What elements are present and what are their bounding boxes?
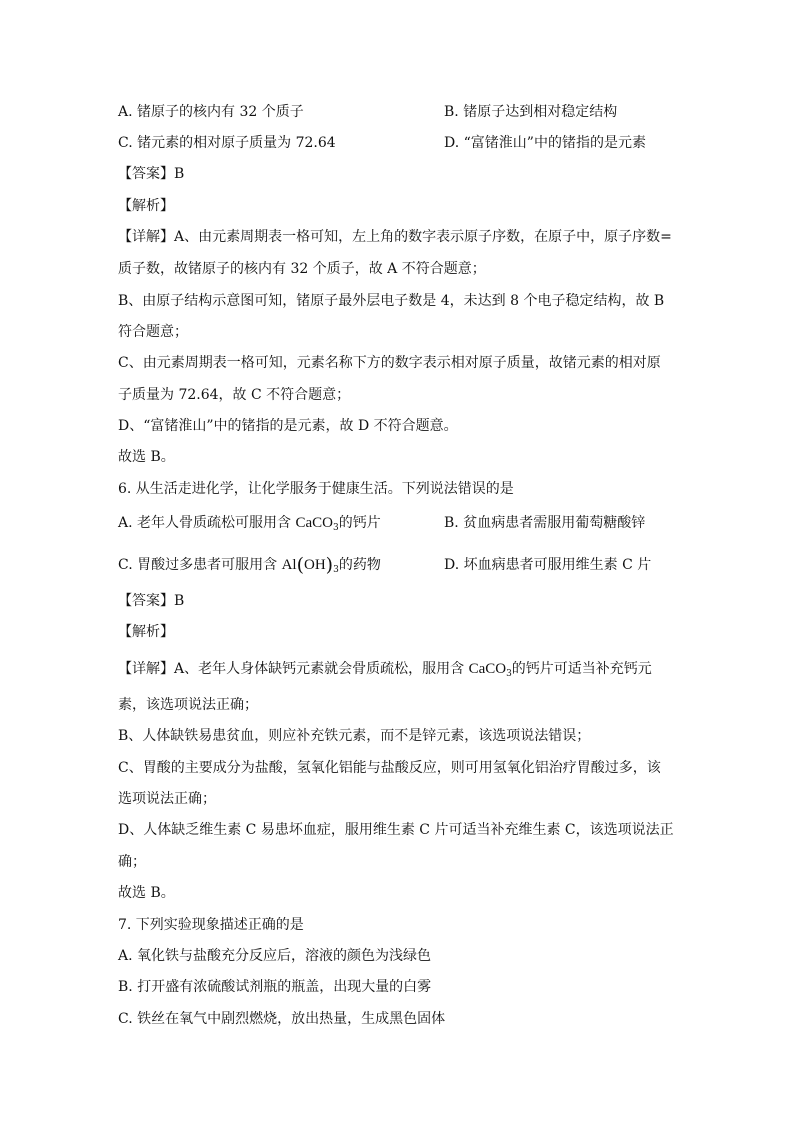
q5-option-c: C. 锗元素的相对原子质量为 72.64 <box>118 135 336 151</box>
q5-detail-line: 【详解】A、由元素周期表一格可知，左上角的数字表示原子序数，在原子中，原子序数= <box>118 229 672 245</box>
q6-option-a <box>118 514 381 537</box>
q6-option-d: D. 坏血病患者可服用维生素 C 片 <box>444 557 652 573</box>
q6-option-a-text: A. 老年人骨质疏松可服用含 <box>118 515 296 531</box>
q6-answer: 【答案】B <box>118 593 185 609</box>
formula-subscript: 3 <box>332 523 339 533</box>
q6-detail-text: 【详解】A、老年人身体缺钙元素就会骨质疏松，服用含 <box>118 661 469 677</box>
q7-option-a: A. 氧化铁与盐酸充分反应后，溶液的颜色为浅绿色 <box>118 948 432 964</box>
q6-option-c-text: C. 胃酸过多患者可服用含 <box>118 557 282 573</box>
caco3-formula: CaCO <box>468 661 507 677</box>
q6-detail-line: 素，该选项说法正确； <box>118 697 258 713</box>
q6-option-c-suffix: 的药物 <box>338 557 381 573</box>
q5-detail-line: 子质量为 72.64，故 C 不符合题意； <box>118 387 351 403</box>
caco3-formula: CaCO <box>295 515 333 531</box>
q7-option-b: B. 打开盛有浓硫酸试剂瓶的瓶盖，出现大量的白雾 <box>118 979 432 995</box>
q6-detail-line: B、人体缺铁易患贫血，则应补充铁元素，而不是锌元素，该选项说法错误； <box>118 728 591 744</box>
q5-analysis-heading: 【解析】 <box>118 198 174 214</box>
q5-option-b: B. 锗原子达到相对稳定结构 <box>444 104 618 120</box>
q7-stem: 7. 下列实验现象描述正确的是 <box>118 917 304 933</box>
formula-subscript: 3 <box>333 565 339 575</box>
q6-detail-line: D、人体缺乏维生素 C 易患坏血症，服用维生素 C 片可适当补充维生素 C，该选项说法正 <box>118 822 674 838</box>
q6-option-c <box>118 556 381 579</box>
q6-option-b: B. 贫血病患者需服用葡萄糖酸锌 <box>444 515 646 531</box>
q6-detail-line: 确； <box>118 854 146 870</box>
q5-detail-line: 符合题意； <box>118 324 188 340</box>
paren-close: ) <box>325 554 334 576</box>
q7-option-c: C. 铁丝在氧气中剧烈燃烧，放出热量，生成黑色固体 <box>118 1011 446 1027</box>
q5-detail-line: B、由原子结构示意图可知，锗原子最外层电子数是 4，未达到 8 个电子稳定结构，故 B <box>118 293 665 309</box>
aloh3-formula-al: Al <box>281 557 297 573</box>
q6-detail-line: C、胃酸的主要成分为盐酸，氢氧化铝能与盐酸反应，则可用氢氧化铝治疗胃酸过多，该 <box>118 760 661 776</box>
q6-detail-text-suffix: 的钙片可适当补充钙元 <box>511 661 652 677</box>
q5-option-d: D. “富锗淮山”中的锗指的是元素 <box>444 135 646 151</box>
q6-detail-line <box>118 660 652 683</box>
q6-option-a-suffix: 的钙片 <box>338 515 381 531</box>
q5-answer: 【答案】B <box>118 166 185 182</box>
q5-detail-line: 质子数，故锗原子的核内有 32 个质子，故 A 不符合题意； <box>118 261 486 277</box>
q5-detail-line: C、由元素周期表一格可知，元素名称下方的数字表示相对原子质量，故锗元素的相对原 <box>118 355 661 371</box>
formula-subscript: 3 <box>506 669 512 679</box>
q5-detail-line: D、“富锗淮山”中的锗指的是元素，故 D 不符合题意。 <box>118 418 458 434</box>
q6-conclusion: 故选 B。 <box>118 885 175 901</box>
q6-detail-line: 选项说法正确； <box>118 791 216 807</box>
q6-analysis-heading: 【解析】 <box>118 624 174 640</box>
q5-conclusion: 故选 B。 <box>118 449 175 465</box>
q5-option-a: A. 锗原子的核内有 32 个质子 <box>118 104 304 120</box>
aloh3-formula-oh: OH <box>304 557 326 573</box>
q6-stem: 6. 从生活走进化学，让化学服务于健康生活。下列说法错误的是 <box>118 481 514 497</box>
paren-open: ( <box>296 554 304 576</box>
